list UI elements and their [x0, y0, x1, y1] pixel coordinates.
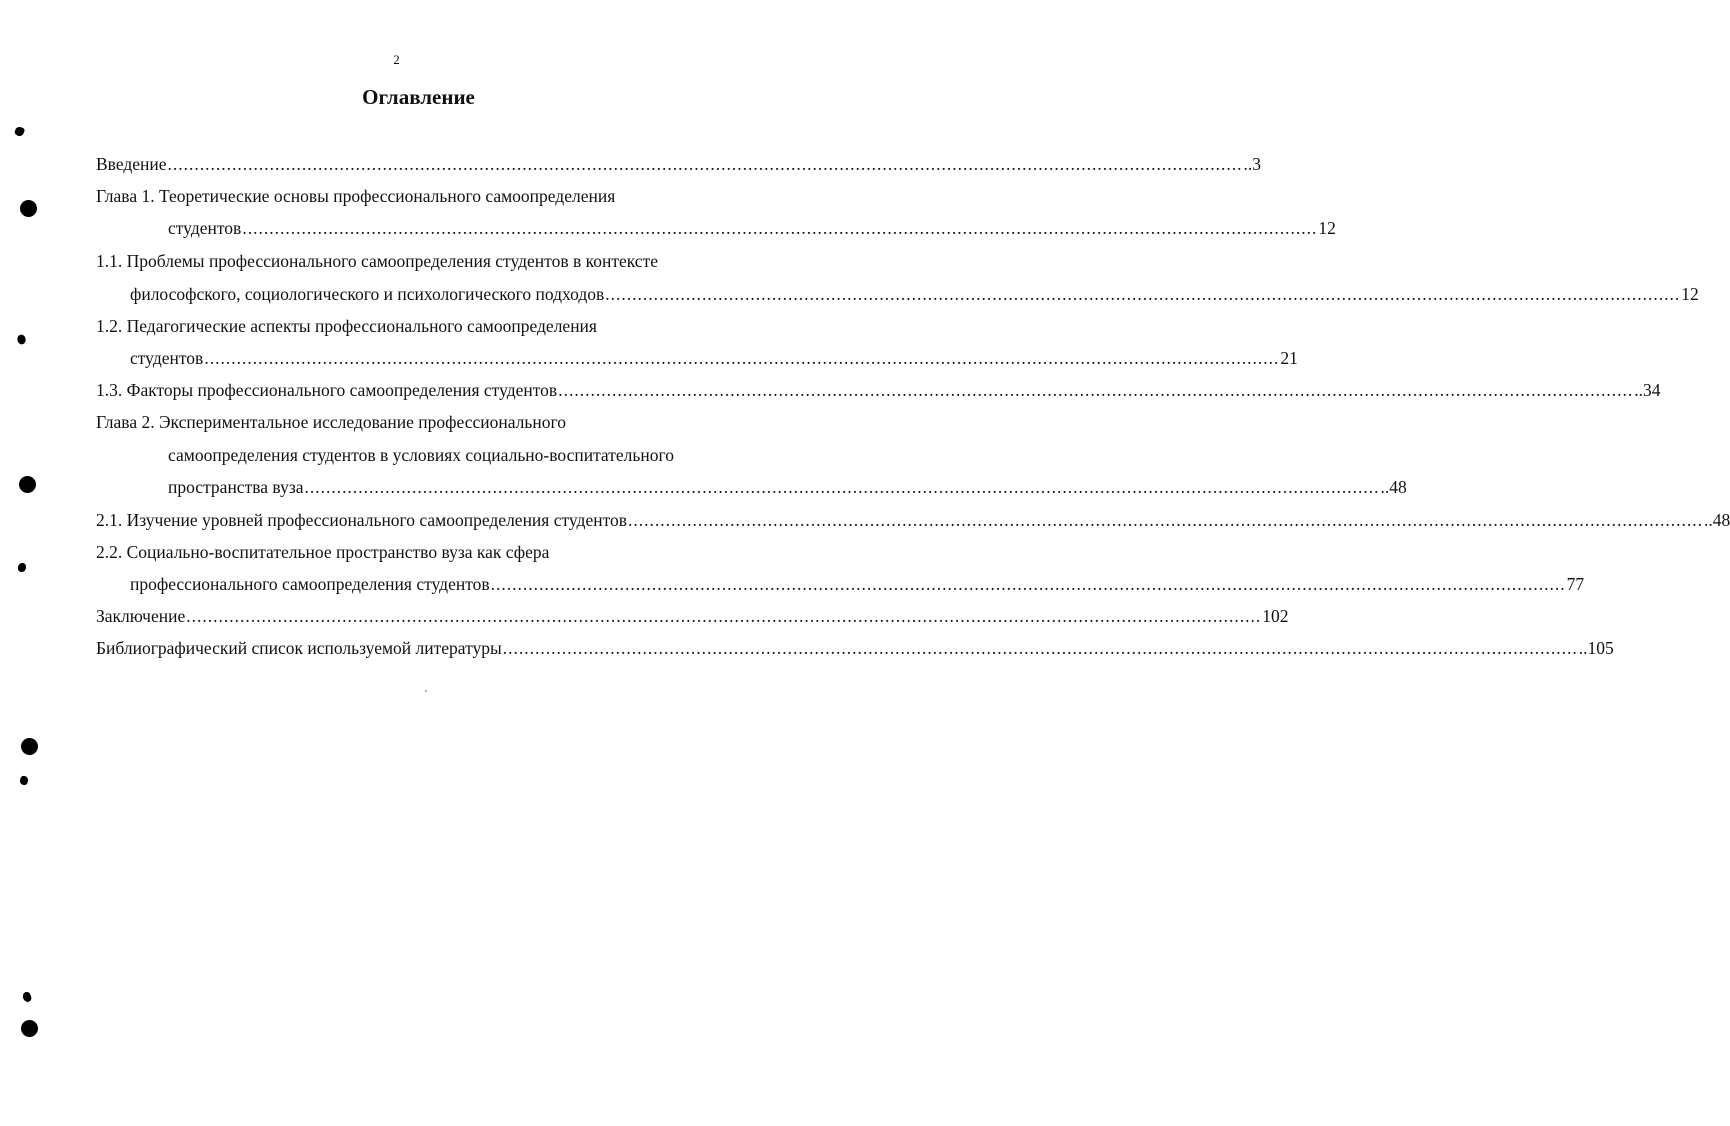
toc-page-number: 77 — [1566, 574, 1585, 594]
toc-leader-dots: ........................................................................................................................................................................................................ — [186, 606, 1262, 626]
binder-hole-mark — [21, 1020, 38, 1037]
toc-entry-title: 2.2. Социально-воспитательное пространство вуза как сфера — [96, 542, 550, 562]
toc-entry-title: 1.3. Факторы профессионального самоопределения студентов — [96, 380, 558, 400]
toc-entry-title: студентов — [168, 218, 242, 238]
toc-entry-chapter-2-line-2[interactable] — [168, 443, 744, 467]
binder-speck-mark — [19, 775, 29, 786]
toc-entry-title: профессионального самоопределения студентов — [130, 574, 490, 594]
toc-entry-chapter-1-line-2[interactable] — [168, 216, 1336, 240]
binder-speck-mark — [22, 991, 33, 1003]
toc-page-number: 21 — [1280, 348, 1298, 368]
binder-speck-mark — [15, 333, 28, 346]
toc-entry-1-2-line-2[interactable] — [130, 346, 1298, 370]
page-number: 2 — [393, 52, 400, 67]
toc-entry-bibliography[interactable] — [96, 636, 1614, 660]
toc-entry-title: Глава 1. Теоретические основы профессионального самоопределения — [96, 186, 616, 206]
toc-entry-title: 2.1. Изучение уровней профессионального самоопределения студентов — [96, 510, 628, 530]
toc-leader-dots: ........................................................................................................................................................................................................ — [502, 638, 1578, 658]
toc-leader-dots: ........................................................................................................................................................................................................ — [628, 510, 1704, 530]
toc-entry-2-2-line-1[interactable] — [96, 540, 744, 564]
toc-page-number: 12 — [1318, 218, 1336, 238]
toc-page-number: 12 — [1681, 284, 1699, 304]
toc-leader-dots: ........................................................................................................................................................................................................ — [242, 218, 1318, 238]
toc-entry-1-1-line-2[interactable] — [130, 282, 1699, 306]
toc-entry-title: философского, социологического и психологического подходов — [130, 284, 605, 304]
toc-entry-1-2-line-1[interactable] — [96, 314, 744, 338]
toc-page-number: ..48 — [1380, 477, 1407, 497]
toc-entry-title: Заключение — [96, 606, 186, 626]
toc-page-number: ..34 — [1634, 380, 1661, 400]
toc-entry-chapter-1-line-1[interactable] — [96, 184, 744, 208]
toc-leader-dots: ........................................................................................................................................................................................................ — [304, 477, 1380, 497]
toc-entry-1-3[interactable] — [96, 378, 1661, 402]
toc-page-number: ..48 — [1704, 510, 1730, 530]
toc-entry-title: студентов — [130, 348, 204, 368]
binder-speck-mark — [18, 563, 26, 572]
toc-entry-chapter-2-line-3[interactable] — [168, 475, 1407, 499]
binder-hole-mark — [19, 476, 36, 493]
toc-leader-dots: ........................................................................................................................................................................................................ — [167, 154, 1243, 174]
page-title: Оглавление — [362, 85, 475, 109]
toc-entry-chapter-2-line-1[interactable] — [96, 410, 744, 434]
toc-entry-introduction[interactable] — [96, 152, 1262, 176]
toc-entry-title: Введение — [96, 154, 167, 174]
toc-entry-title: пространства вуза — [168, 477, 304, 497]
binder-hole-mark — [20, 200, 37, 217]
toc-entry-conclusion[interactable] — [96, 604, 1289, 628]
dust-speck-mark — [425, 690, 427, 692]
toc-leader-dots: ........................................................................................................................................................................................................ — [490, 574, 1566, 594]
toc-entry-title: 1.2. Педагогические аспекты профессионального самоопределения — [96, 316, 597, 336]
toc-leader-dots: ........................................................................................................................................................................................................ — [605, 284, 1681, 304]
toc-page-number: 102 — [1262, 606, 1289, 626]
toc-entry-2-1[interactable] — [96, 508, 1730, 532]
binder-speck-mark — [14, 126, 26, 138]
toc-entry-title: самоопределения студентов в условиях социально-воспитательного — [168, 445, 674, 465]
toc-entry-title: Глава 2. Экспериментальное исследование профессионального — [96, 412, 566, 432]
binder-hole-mark — [21, 738, 38, 755]
toc-leader-dots: ........................................................................................................................................................................................................ — [204, 348, 1280, 368]
toc-entry-1-1-line-1[interactable] — [96, 249, 744, 273]
toc-page-number: ..3 — [1243, 154, 1262, 174]
toc-page-number: ..105 — [1578, 638, 1614, 658]
toc-entry-title: Библиографический список используемой литературы — [96, 638, 502, 658]
toc-entry-2-2-line-2[interactable] — [130, 572, 1585, 596]
toc-leader-dots: ........................................................................................................................................................................................................ — [558, 380, 1634, 400]
toc-entry-title: 1.1. Проблемы профессионального самоопределения студентов в контексте — [96, 251, 658, 271]
